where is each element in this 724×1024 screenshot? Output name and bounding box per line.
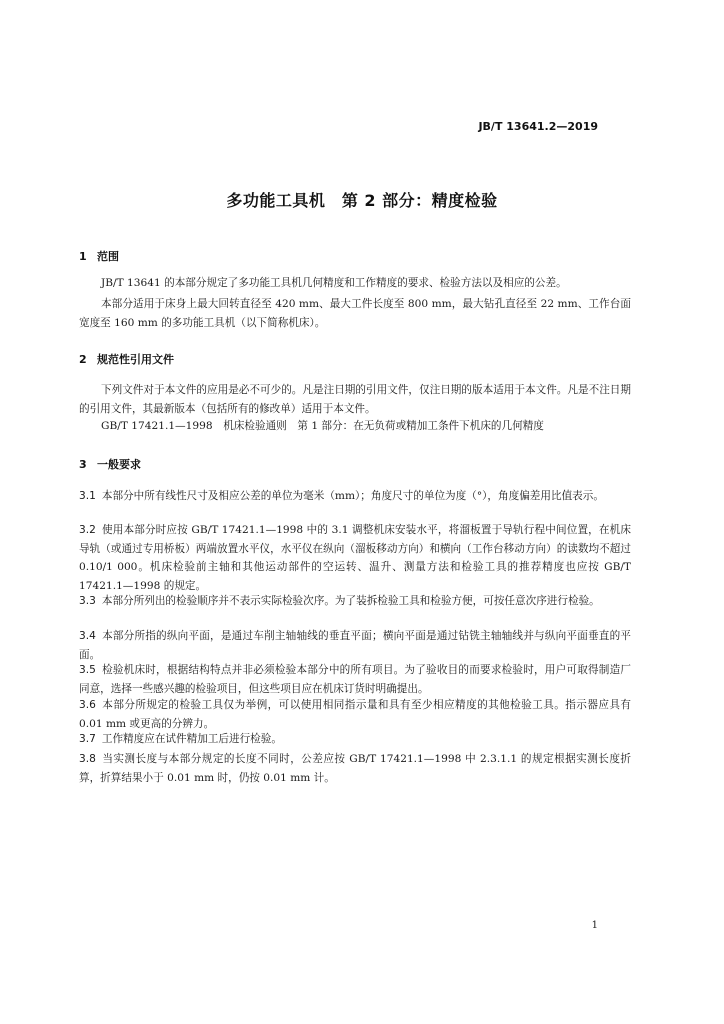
section-heading-2 (79, 351, 174, 367)
section-number: 2 (79, 353, 87, 366)
paragraph: 本部分适用于床身上最大回转直径至 420 mm、最大工件长度至 800 mm，最大钻孔直径至 22 mm、工作台面宽度至 160 mm 的多功能工具机（以下简称机床）。 (79, 298, 631, 329)
list-item (79, 487, 631, 506)
item-number: 3.3 (79, 595, 96, 607)
item-text: 工作精度应在试件精加工后进行检验。 (101, 733, 282, 745)
item-number: 3.5 (79, 664, 96, 676)
section-title: 范围 (97, 250, 119, 263)
item-text: 本部分所指的纵向平面，是通过车削主轴轴线的垂直平面；横向平面是通过钻铣主轴轴线并与纵向平面垂直的平面。 (79, 630, 631, 661)
item-text: 使用本部分时应按 GB/T 17421.1—1998 中的 3.1 调整机床安装水平，将溜板置于导轨行程中间位置，在机床导轨（或通过专用桥板）两端放置水平仪，水平仪在纵向（溜板移动方向）和横向（工作台移动方向）的读数均不超过 0.10/1 000。机床检验前主轴和其他运动部件的空运转、温升、测量方法和检验工具的推荐精度也应按 GB/T 17421.1—1998 的规定。 (79, 524, 631, 592)
section-heading-1 (79, 248, 119, 264)
item-text: 当实测长度与本部分规定的长度不同时，公差应按 GB/T 17421.1—1998 中 2.3.1.1 的规定根据实测长度折算，折算结果小于 0.01 mm 时，仍按 0.01 mm 计。 (79, 753, 631, 784)
list-item (79, 592, 631, 611)
item-number: 3.6 (79, 699, 96, 711)
list-item (79, 521, 631, 595)
document-id: JB/T 13641.2—2019 (478, 120, 598, 133)
page-number: 1 (591, 920, 598, 931)
section-title: 规范性引用文件 (97, 353, 174, 366)
reference-entry: GB/T 17421.1—1998 机床检验通则 第 1 部分：在无负荷或精加工条件下机床的几何精度 (101, 420, 544, 432)
list-item (79, 627, 631, 664)
item-number: 3.8 (79, 753, 96, 765)
paragraph: 下列文件对于本文件的应用是必不可少的。凡是注日期的引用文件，仅注日期的版本适用于本文件。凡是不注日期的引用文件，其最新版本（包括所有的修改单）适用于本文件。 (79, 384, 631, 415)
item-text: 本部分所列出的检验顺序并不表示实际检验次序。为了装拆检验工具和检验方便，可按任意次序进行检验。 (101, 595, 600, 607)
section-heading-3 (79, 456, 141, 472)
item-number: 3.1 (79, 490, 96, 502)
item-number: 3.4 (79, 630, 96, 642)
page-title: 多功能工具机 第 2 部分：精度检验 (226, 191, 498, 210)
section-title: 一般要求 (97, 458, 141, 471)
list-item (79, 730, 631, 749)
list-item (79, 696, 631, 733)
item-text: 本部分所规定的检验工具仅为举例，可以使用相同指示量和具有至少相应精度的其他检验工具。指示器应具有 0.01 mm 或更高的分辨力。 (79, 699, 631, 730)
item-number: 3.2 (79, 524, 96, 536)
section-number: 3 (79, 458, 87, 471)
list-item (79, 661, 631, 698)
item-number: 3.7 (79, 733, 96, 745)
section-number: 1 (79, 250, 87, 263)
paragraph: JB/T 13641 的本部分规定了多功能工具机几何精度和工作精度的要求、检验方法以及相应的公差。 (101, 277, 567, 289)
item-text: 本部分中所有线性尺寸及相应公差的单位为毫米（mm）；角度尺寸的单位为度（°），角度偏差用比值表示。 (101, 490, 604, 502)
item-text: 检验机床时，根据结构特点并非必须检验本部分中的所有项目。为了验收目的而要求检验时，用户可取得制造厂同意，选择一些感兴趣的检验项目，但这些项目应在机床订货时明确提出。 (79, 664, 631, 695)
list-item (79, 750, 631, 787)
